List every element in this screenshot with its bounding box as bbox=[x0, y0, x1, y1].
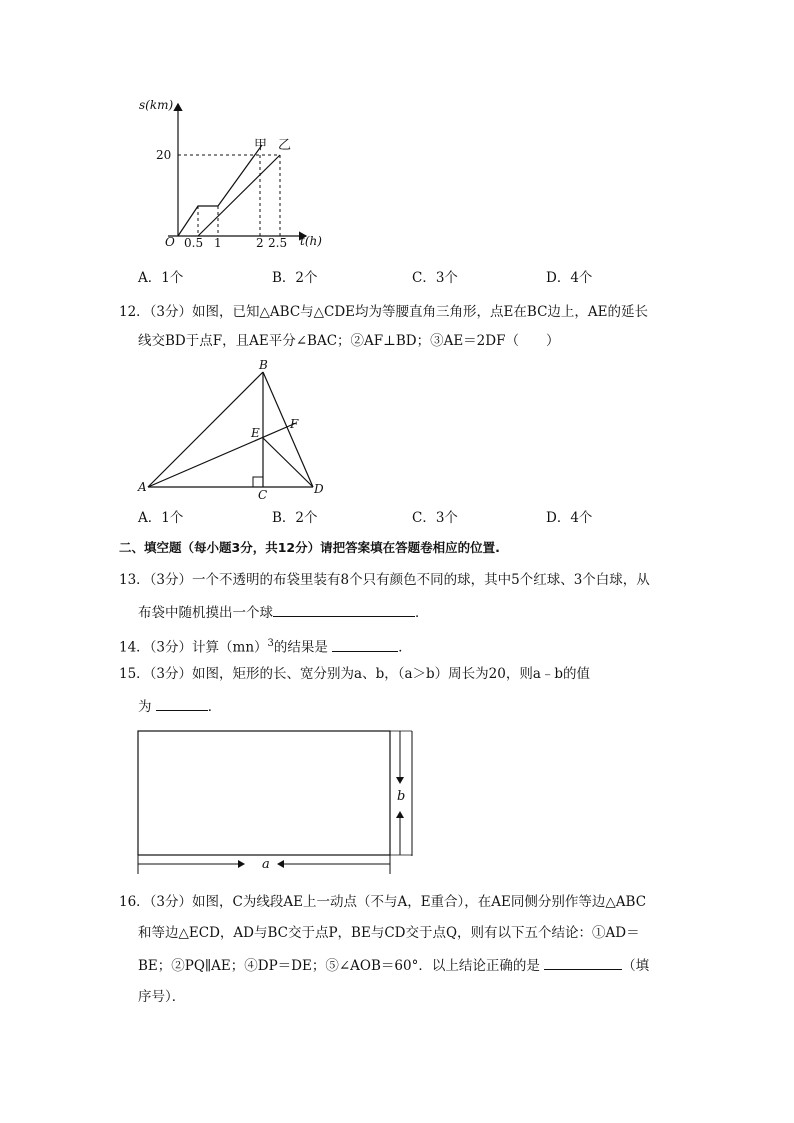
q12-option-b: B．2个 bbox=[272, 510, 318, 526]
q15-text-line2: 为 ． bbox=[138, 696, 221, 717]
q11-origin-label: O bbox=[165, 235, 175, 249]
q12-label-d: D bbox=[314, 482, 324, 496]
q11-option-b: B．2个 bbox=[272, 270, 318, 286]
q12-label-b: B bbox=[259, 358, 268, 372]
q11-option-d: D．4个 bbox=[546, 270, 593, 286]
q11-option-a: A．1个 bbox=[138, 270, 184, 286]
q11-y-tick-20: 20 bbox=[156, 148, 172, 162]
q14-exponent: 3 bbox=[267, 638, 274, 649]
q12-text-line2: 线交BD于点F，且AE平分∠BAC；②AF⊥BD；③AE＝2DF（ ） bbox=[138, 333, 560, 349]
q15-label-b: b bbox=[397, 789, 406, 804]
q12-label-a: A bbox=[138, 480, 147, 494]
q14-text: 14．（3分）计算（mn）$^3$的结果是 ． bbox=[119, 638, 412, 656]
q12-label-c: C bbox=[258, 488, 268, 502]
q12-option-d: D．4个 bbox=[546, 510, 593, 526]
q13-text-line1: 13．（3分）一个不透明的布袋里装有8个只有颜色不同的球，其中5个红球、3个白球，从 bbox=[119, 572, 650, 588]
q11-option-c: C．3个 bbox=[412, 270, 458, 286]
q11-x-tick-2: 2 bbox=[256, 236, 264, 250]
q12-label-f: F bbox=[290, 417, 299, 431]
q16-text-line4: 序号）． bbox=[138, 989, 186, 1005]
q11-x-tick-0-5: 0.5 bbox=[184, 236, 204, 250]
q11-y-axis-label: s(km) bbox=[139, 98, 174, 112]
q11-label-jia: 甲 bbox=[254, 138, 268, 153]
section2-heading: 二、填空题（每小题3分，共12分）请把答案填在答题卷相应的位置. bbox=[119, 540, 500, 555]
q15-text-line1: 15．（3分）如图，矩形的长、宽分别为a、b，（a＞b）周长为20，则a﹣b的值 bbox=[119, 666, 591, 682]
q16-text-line2: 和等边△ECD，AD与BC交于点P，BE与CD交于点Q，则有以下五个结论：①AD＝ bbox=[138, 925, 640, 941]
q12-option-c: C．3个 bbox=[412, 510, 458, 526]
q13-text-line2: 布袋中随机摸出一个球 ． bbox=[138, 602, 429, 623]
q12-option-a: A．1个 bbox=[138, 510, 184, 526]
q15-label-a: a bbox=[262, 857, 270, 872]
q16-answer-blank[interactable] bbox=[544, 955, 622, 970]
q11-x-tick-2-5: 2.5 bbox=[268, 236, 288, 250]
q11-x-tick-1: 1 bbox=[214, 236, 222, 250]
q16-text-line3: BE；②PQ∥AE；④DP＝DE；⑤∠AOB＝60°．以上结论正确的是 （填 bbox=[138, 955, 649, 976]
q11-x-axis-label: t(h) bbox=[300, 234, 322, 248]
q12-label-e: E bbox=[251, 426, 260, 440]
q12-text-line1: 12．（3分）如图，已知△ABC与△CDE均为等腰直角三角形，点E在BC边上，AE的延长 bbox=[119, 304, 648, 320]
q16-text-line1: 16．（3分）如图，C为线段AE上一动点（不与A，E重合），在AE同侧分别作等边△ABC bbox=[119, 894, 647, 910]
q11-label-yi: 乙 bbox=[278, 138, 292, 153]
